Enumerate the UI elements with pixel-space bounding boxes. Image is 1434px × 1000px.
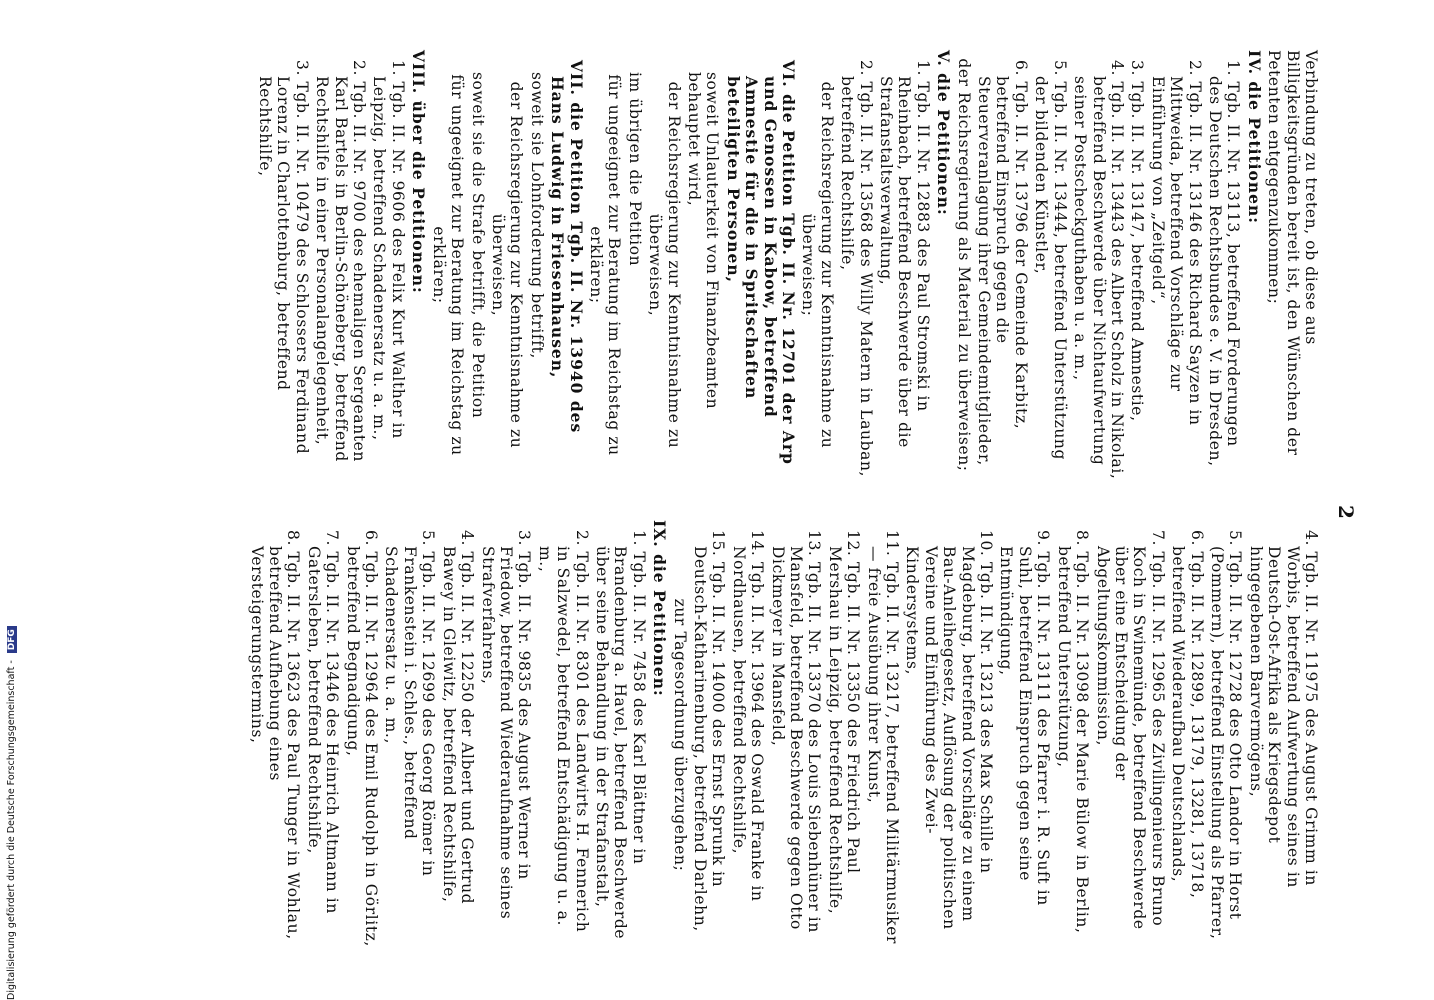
left-column-paragraph: 2. Tgb. II. Nr. 13146 des Richard Sayzen in Mittweida, betreffend Vorschläge zur Einführung von „Zeitgeld“, [1148, 60, 1204, 426]
left-column-paragraph: für ungeeignet zur Beratung im Reichstag zu erklären; [429, 74, 467, 456]
credit-text: Digitalisierung gefördert durch die Deutsche Forschungsgemeinschaft - [6, 660, 17, 1000]
right-column-paragraph: 11. Tgb. II. Nr. 13217, betreffend Militärmusiker — freie Ausübung ihrer Kunst, [864, 530, 902, 944]
left-column-paragraph: der Reichsregierung als Material zu überweisen; [954, 58, 973, 472]
left-column-paragraph: der Reichsregierung zur Kenntnisnahme zu überweisen; [799, 81, 836, 449]
left-column-paragraph: 1. Tgb. II. Nr. 12883 des Paul Stromski in Rheinbach, betreffend Beschwerde über die Strafanstaltsverwaltung, [877, 60, 932, 448]
right-column-paragraph: 14. Tgb. II. Nr. 13964 des Oswald Franke in Nordhausen, betreffend Rechtshilfe, [729, 530, 767, 902]
right-column-paragraph: 3. Tgb. II. Nr. 9835 des August Werner in Friedow, betreffend Wiederaufnahme seines Strafverfahrens, [478, 530, 534, 920]
right-column [245, 520, 1320, 950]
left-column-paragraph: soweit sie die Strafe betrifft, die Petition [468, 72, 487, 419]
right-column-paragraph: 4. Tgb. II. Nr. 11975 des August Grimm in Worbis, betreffend Aufwertung seines in Deutsch-Ost-Afrika als Kriegsdepot hingegebenen Barvermögens, [1246, 530, 1320, 888]
right-column-paragraph: 1. Tgb. II. Nr. 7458 des Karl Blättner in Brandenburg a. Havel, betreffend Beschwerde über seine Behandlung in der Strafanstalt, [592, 530, 648, 940]
right-column-paragraph: 7. Tgb. II. Nr. 13446 des Heinrich Altmann in Gatersleben, betreffend Rechtshilfe, [304, 530, 342, 914]
digitization-credit [6, 626, 17, 1000]
right-column-paragraph: 2. Tgb. II. Nr. 8301 des Landwirts H. Fennerich in Salzwedel, betreffend Entschädigung u. a. m., [535, 530, 591, 933]
left-column-paragraph: der Reichsregierung zur Kenntnisnahme zu überweisen, [646, 81, 683, 449]
right-column-paragraph: zur Tagesordnung überzugehen; [670, 598, 689, 872]
left-column-paragraph: soweit sie Lohnforderung betrifft, [527, 72, 546, 359]
left-column-paragraph: Verbindung zu treten, ob diese aus Billigkeitsgründen bereit ist, den Wünschen der Petenten entgegenzukommen; [1265, 50, 1320, 456]
left-column-paragraph: 4. Tgb. II. Nr. 13443 des Albert Scholz in Nikolai, betreffend Beschwerde über Nichtaufwertung seiner Postscheckguthaben u. a. m., [1071, 60, 1126, 480]
left-column-paragraph: im übrigen die Petition [625, 72, 644, 267]
left-column-paragraph: 1. Tgb. II. Nr. 13113, betreffend Forderungen des Deutschen Rechtsbundes e. V. in Dresden, [1205, 60, 1243, 467]
right-column-paragraph: 5. Tgb. II. Nr. 12728 des Otto Landor in Horst (Pommern), betreffend Einstellung als Pfarrer, [1207, 530, 1245, 940]
right-column-paragraph: 12. Tgb. II. Nr. 13350 des Friedrich Paul Mershau in Leipzig, betreffend Rechtshilfe, [825, 530, 863, 915]
right-column-paragraph: 10. Tgb. II. Nr. 13213 des Max Schille in Magdeburg, betreffend Vorschläge zu einem Bau-Anleihegesetz, Auflösung der politischen Vereine und Einführung des Zwei-Kindersystems, [903, 530, 996, 930]
right-column-paragraph: 8. Tgb. II. Nr. 13623 des Paul Tunger in Wohlau, betreffend Aufhebung eines Versteigerungstermins, [247, 530, 303, 940]
dfg-logo: DFG [7, 626, 17, 653]
right-column-paragraph: 4. Tgb. II. Nr. 12250 der Albert und Gertrud Bawey in Gleiwitz, betreffend Rechtshilfe, [439, 530, 477, 905]
left-column-paragraph: 6. Tgb. II. Nr. 13796 der Gemeinde Karbitz, betreffend Einspruch gegen die Steuerveranlagung ihrer Gemeindemitglieder, [975, 60, 1030, 466]
left-column-paragraph: VI. die Petition Tgb. II. Nr. 12701 der Arp und Genossen in Kabow, betreffend Amnestie für die in Spritschaften beteiligten Personen, [723, 60, 799, 465]
left-column-paragraph: V. die Petitionen: [934, 50, 954, 216]
left-column-paragraph: für ungeeignet zur Beratung im Reichstag zu erklären; [586, 74, 624, 456]
left-column-paragraph: 2. Tgb. II. Nr. 9700 des ehemaligen Sergeanten Karl Bartels in Berlin-Schöneberg, betreffend Rechtshilfe in einer Personalangelegenheit, [313, 60, 369, 463]
right-column-paragraph: 9. Tgb. II. Nr. 13111 des Pfarrer i. R. Suft in Suhl, betreffend Einspruch gegen seine Entmündigung, [997, 530, 1053, 906]
page-number: 2 [1334, 505, 1358, 519]
left-column-paragraph: 1. Tgb. II. Nr. 9606 des Felix Kurt Walther in Leipzig, betreffend Schadenersatz u. a. m., [370, 60, 407, 441]
left-column-paragraph: VII. die Petition Tgb. II. Nr. 13940 des Hans Ludwig in Friesenhausen, [548, 60, 586, 434]
left-column-paragraph: 3. Tgb. II. Nr. 10479 des Schlossers Ferdinand Lorenz in Charlottenburg, betreffend Rechtshilfe, [256, 60, 311, 455]
left-column [254, 50, 1320, 480]
left-column-paragraph: 3. Tgb. II. Nr. 13147, betreffend Amnestie, [1128, 60, 1147, 422]
right-column-paragraph: 6. Tgb. II. Nr. 12899, 13179, 13281, 13718, betreffend Wiederaufbau Deutschlands, [1169, 530, 1206, 899]
right-column-paragraph: 6. Tgb. II. Nr. 12964 des Emil Rudolph in Görlitz, betreffend Begnadigung, [343, 530, 381, 947]
right-column-paragraph: 5. Tgb. II. Nr. 12699 des Georg Römer in Frankenstein i. Schles., betreffend Schadenersatz u. a. m., [382, 530, 438, 877]
left-column-paragraph: 2. Tgb. II. Nr. 13568 des Willy Matern in Lauban, betreffend Rechtshilfe, [838, 60, 875, 478]
right-column-paragraph: 13. Tgb. II. Nr. 13370 des Louis Siebenhüner in Mansfeld, betreffend Beschwerde gegen Otto Dickmeyer in Mansfeld, [768, 530, 824, 933]
left-column-paragraph: VIII. über die Petitionen: [409, 50, 429, 294]
left-column-paragraph: IV. die Petitionen: [1244, 50, 1264, 224]
left-column-paragraph: der Reichsregierung zur Kenntnisnahme zu überweisen, [488, 81, 526, 449]
right-column-paragraph: 7. Tgb. II. Nr. 12965 des Zivilingenieurs Bruno Koch in Swinemünde, betreffend Beschwerde über eine Entscheidung der Abgeltungskommission, [1093, 530, 1167, 930]
left-column-paragraph: soweit Unlauterkeit von Finanzbeamten behauptet wird, [685, 72, 722, 410]
left-column-paragraph: 5. Tgb. II. Nr. 13444, betreffend Unterstützung der bildenden Künstler, [1032, 60, 1069, 461]
right-column-paragraph: 15. Tgb. II. Nr. 14000 des Ernst Sprunk in Deutsch-Katharinenburg, betreffend Darlehn, [691, 530, 728, 932]
right-column-paragraph: IX. die Petitionen: [650, 520, 670, 697]
right-column-paragraph: 8. Tgb. II. Nr. 13098 der Marie Bülow in Berlin, betreffend Unterstützung, [1054, 530, 1092, 934]
